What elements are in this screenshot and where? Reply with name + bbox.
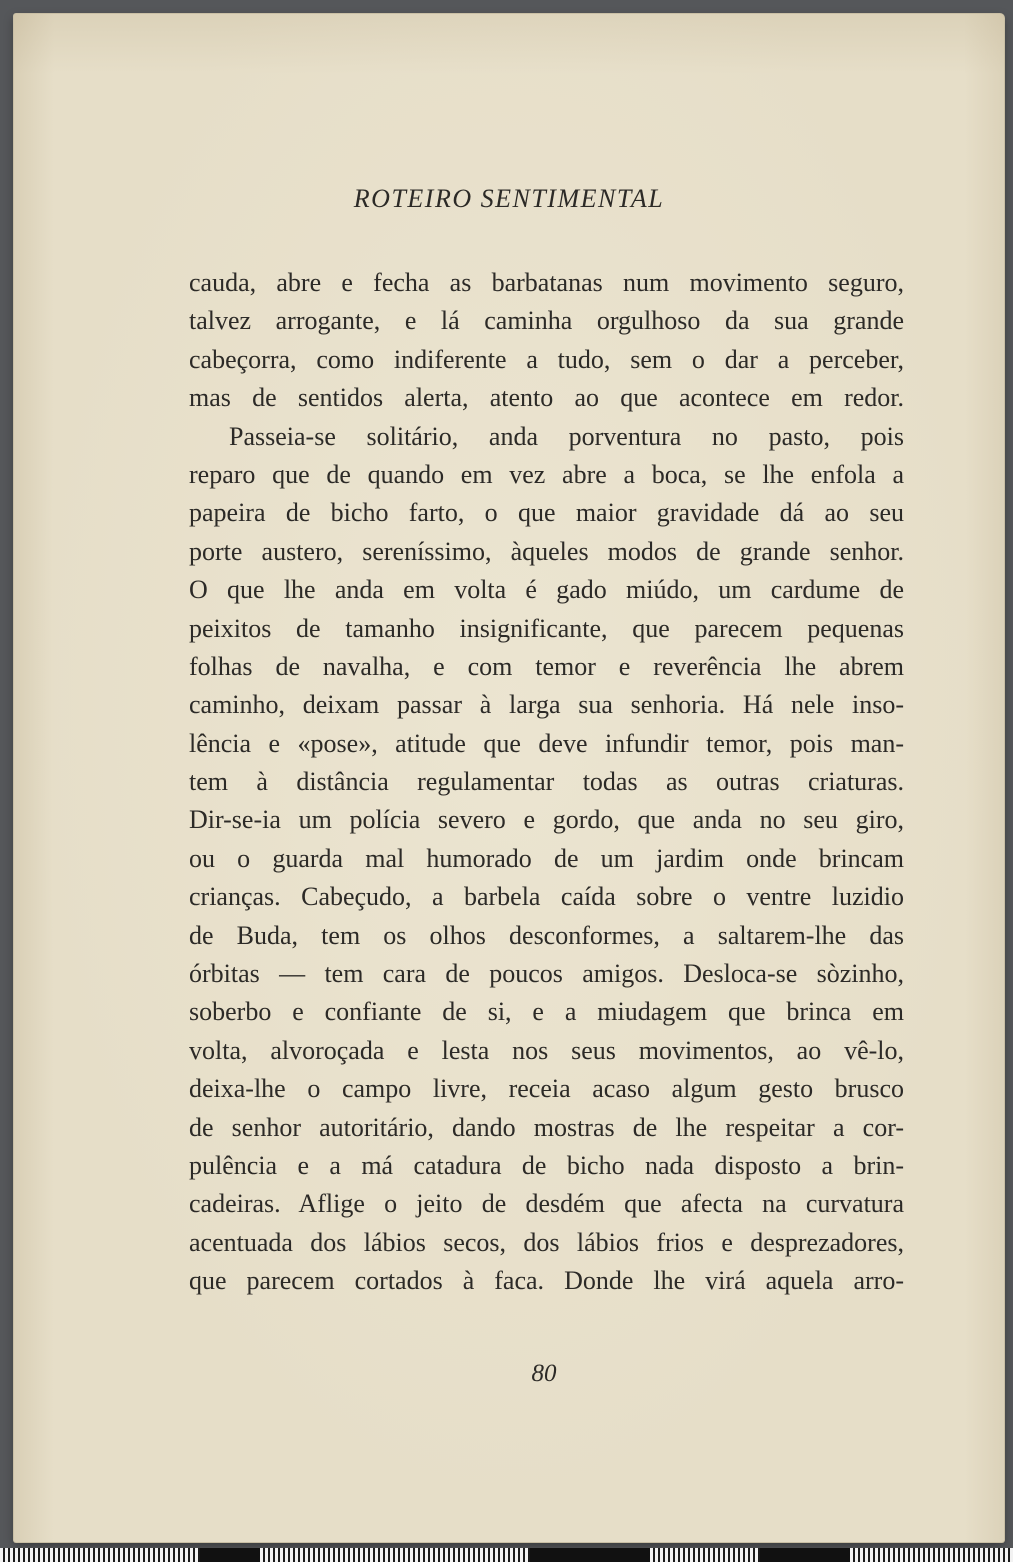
text-line: talvez arrogante, e lá caminha orgulhoso da sua grande — [189, 306, 904, 336]
text-line: reparo que de quando em vez abre a boca, se lhe enfola a — [189, 459, 904, 489]
text-line: cauda, abre e fecha as barbatanas num movimento seguro, — [189, 268, 904, 297]
scale-segment — [760, 1548, 850, 1562]
text-line: porte austero, sereníssimo, àqueles modos de grande senhor. — [189, 536, 904, 566]
text-line: órbitas — tem cara de poucos amigos. Desloca-se sòzinho, — [189, 959, 904, 989]
text-line: folhas de navalha, e com temor e reverência lhe abrem — [189, 651, 904, 681]
text-line: cadeiras. Aflige o jeito de desdém que afecta na curvatura — [189, 1189, 904, 1219]
scan-color-scale — [0, 1548, 1013, 1562]
text-line: ou o guarda mal humorado de um jardim onde brincam — [189, 843, 904, 873]
running-header: ROTEIRO SENTIMENTAL — [353, 184, 665, 213]
text-line: tem à distância regulamentar todas as outras criaturas. — [189, 767, 904, 797]
text-line: peixitos de tamanho insignificante, que parecem pequenas — [189, 613, 904, 643]
text-line: papeira de bicho farto, o que maior gravidade dá ao seu — [189, 498, 904, 528]
book-page — [14, 14, 1004, 1542]
page-number: 80 — [531, 1360, 557, 1387]
text-line: de senhor autoritário, dando mostras de lhe respeitar a cor- — [189, 1112, 904, 1142]
text-line: pulência e a má catadura de bicho nada disposto a brin- — [189, 1150, 904, 1180]
text-line: soberbo e confiante de si, e a miudagem que brinca em — [189, 997, 904, 1027]
text-line: caminho, deixam passar à larga sua senhoria. Há nele inso- — [189, 690, 904, 720]
text-line: mas de sentidos alerta, atento ao que acontece em redor. — [189, 383, 904, 413]
text-line: Passeia-se solitário, anda porventura no pasto, pois — [229, 421, 904, 451]
text-line: deixa-lhe o campo livre, receia acaso algum gesto brusco — [189, 1074, 904, 1104]
text-line: Dir-se-ia um polícia severo e gordo, que anda no seu giro, — [189, 805, 904, 835]
text-line: acentuada dos lábios secos, dos lábios frios e desprezadores, — [189, 1227, 904, 1257]
text-line: de Buda, tem os olhos desconformes, a saltarem-lhe das — [189, 920, 904, 950]
scale-segment — [200, 1548, 260, 1562]
text-line: lência e «pose», atitude que deve infundir temor, pois man- — [189, 728, 904, 758]
scale-segment — [530, 1548, 650, 1562]
body-text — [189, 264, 904, 1301]
text-line: cabeçorra, como indiferente a tudo, sem o dar a perceber, — [189, 344, 904, 374]
text-line: crianças. Cabeçudo, a barbela caída sobre o ventre luzidio — [189, 882, 904, 912]
text-line: que parecem cortados à faca. Donde lhe virá aquela arro- — [189, 1266, 904, 1296]
text-line: O que lhe anda em volta é gado miúdo, um cardume de — [189, 575, 904, 605]
text-line: volta, alvoroçada e lesta nos seus movimentos, ao vê-lo, — [189, 1035, 904, 1065]
